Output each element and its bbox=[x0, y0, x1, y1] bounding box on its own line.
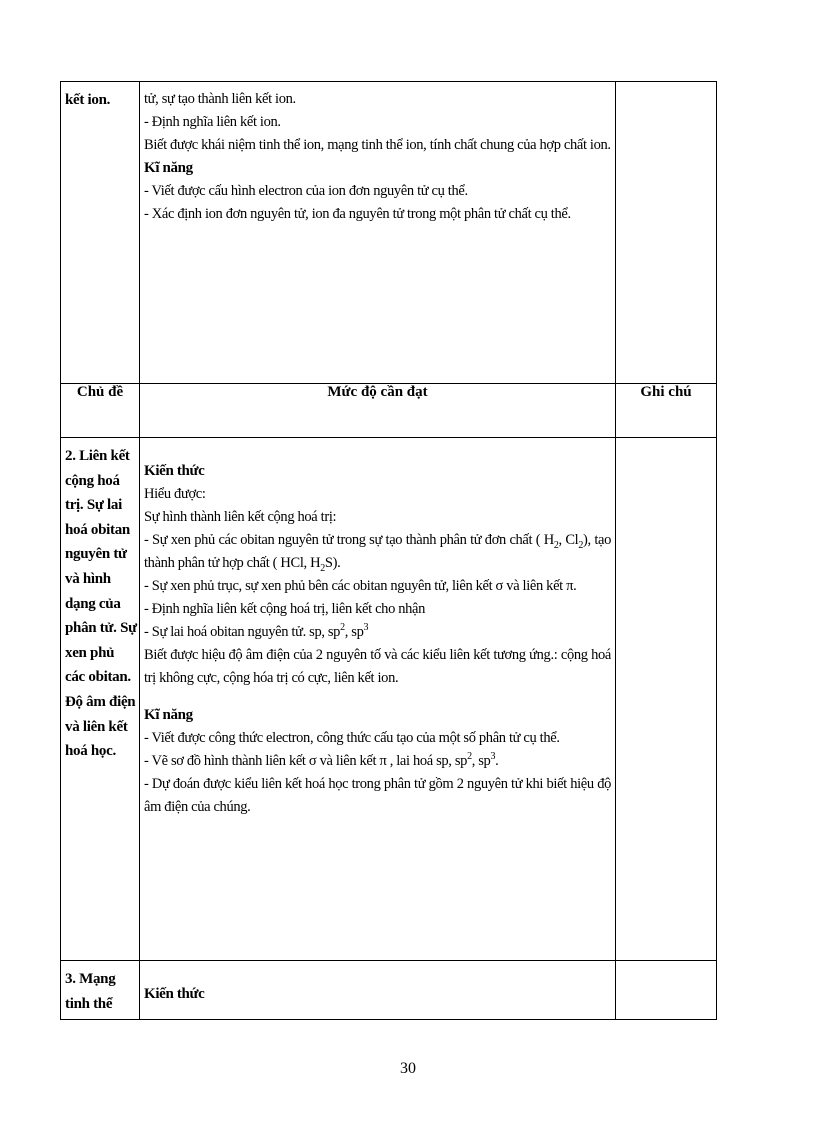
skill-heading: Kĩ năng bbox=[144, 707, 193, 723]
note-cell bbox=[616, 82, 717, 384]
content-cell bbox=[140, 82, 616, 384]
content-line: - Định nghĩa liên kết ion. bbox=[144, 114, 281, 130]
content-line: Sự hình thành liên kết cộng hoá trị: bbox=[144, 509, 337, 525]
content-line: - Vẽ sơ đồ hình thành liên kết σ và liên kết π , lai hoá sp, $sp^2$, $sp^3$. bbox=[144, 751, 499, 769]
table-row-covalent-bond bbox=[61, 438, 717, 961]
topic-text: 2. Liên kết cộng hoá trị. Sự lai hoá obitan nguyên tử và hình dạng của phân tử. Sự xen phủ các obitan. Độ âm điện và liên kết hoá học. bbox=[65, 448, 137, 760]
topic-text: kết ion. bbox=[65, 92, 111, 108]
content-line: - Xác định ion đơn nguyên tử, ion đa nguyên tử trong một phân tử chất cụ thể. bbox=[144, 206, 571, 222]
content-line: Hiểu được: bbox=[144, 486, 206, 502]
content-line: tử, sự tạo thành liên kết ion. bbox=[144, 91, 296, 107]
content-line: Biết được khái niệm tinh thể ion, mạng tinh thể ion, tính chất chung của hợp chất ion. bbox=[144, 137, 611, 153]
skill-heading: Kĩ năng bbox=[144, 160, 193, 176]
content-cell bbox=[140, 961, 616, 1020]
content-line: - Dự đoán được kiểu liên kết hoá học trong phân tử gồm 2 nguyên tử khi biết hiệu độ âm điện của chúng. bbox=[144, 776, 611, 815]
header-requirement: Mức độ cần đạt bbox=[140, 384, 616, 438]
topic-cell bbox=[61, 438, 140, 961]
note-cell bbox=[616, 438, 717, 961]
knowledge-heading: Kiến thức bbox=[144, 986, 205, 1002]
content-cell bbox=[140, 438, 616, 961]
page-number: 30 bbox=[400, 1060, 416, 1077]
table-row-ionic-bond bbox=[61, 82, 717, 384]
content-line: - Viết được cấu hình electron của ion đơn nguyên tử cụ thể. bbox=[144, 183, 468, 199]
content-line: - Sự xen phủ trục, sự xen phủ bên các obitan nguyên tử, liên kết σ và liên kết π. bbox=[144, 578, 577, 594]
knowledge-heading: Kiến thức bbox=[144, 463, 205, 479]
table-header-row bbox=[61, 384, 717, 438]
curriculum-table bbox=[60, 81, 717, 1020]
content-line: - Sự xen phủ các obitan nguyên tử trong sự tạo thành phân tử đơn chất ( $H_2$, $Cl_2$), tạo thành phân tử hợp chất ( HCl, $H_2S$). bbox=[144, 532, 611, 574]
note-cell bbox=[616, 961, 717, 1020]
topic-cell bbox=[61, 961, 140, 1020]
content-line: Biết được hiệu độ âm điện của 2 nguyên tố và các kiểu liên kết tương ứng.: cộng hoá trị không cực, cộng hóa trị có cực, liên kết ion. bbox=[144, 647, 611, 686]
topic-cell bbox=[61, 82, 140, 384]
header-note: Ghi chú bbox=[616, 384, 717, 438]
content-line: - Sự lai hoá obitan nguyên tử. sp, $sp^2$, $sp^3$ bbox=[144, 622, 369, 640]
topic-text: 3. Mạng tinh thể bbox=[65, 971, 116, 1012]
content-line: - Định nghĩa liên kết cộng hoá trị, liên kết cho nhận bbox=[144, 601, 426, 617]
content-line: - Viết được công thức electron, công thức cấu tạo của một số phân tử cụ thể. bbox=[144, 730, 560, 746]
header-topic: Chủ đề bbox=[61, 384, 140, 438]
table-row-crystal-lattice bbox=[61, 961, 717, 1020]
